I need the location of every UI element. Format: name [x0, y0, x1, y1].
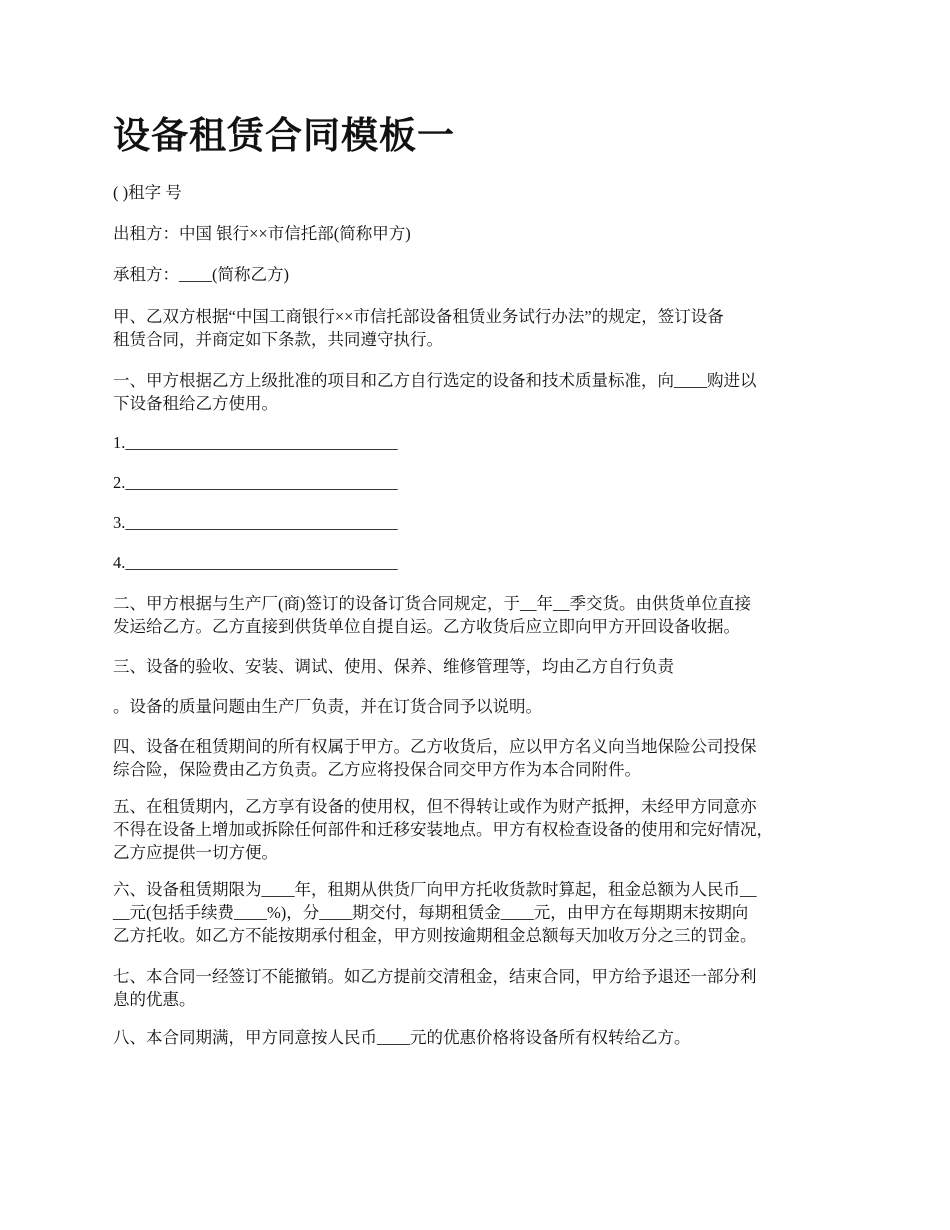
clause-3-paragraph-part-2: 。设备的质量问题由生产厂负责，并在订货合同予以说明。: [113, 697, 542, 716]
equipment-item-2: 2._________________________________: [113, 473, 398, 492]
document-title: 设备租赁合同模板一: [113, 116, 455, 157]
contract-number: ( )租字 号: [113, 183, 182, 202]
equipment-item-1: 1._________________________________: [113, 433, 398, 452]
clause-1-paragraph: 一、甲方根据乙方上级批准的项目和乙方自行选定的设备和技术质量标准，向____购进以 下设备租给乙方使用。: [113, 371, 757, 413]
equipment-item-4: 4._________________________________: [113, 553, 398, 572]
lessee-line: 承租方：____(简称乙方): [113, 265, 289, 284]
clause-6-paragraph: 六、设备租赁期限为____年，租期从供货厂向甲方托收货款时算起，租金总额为人民币__ __元(包括手续费____%)，分____期交付，每期租赁金____元，由甲方在每期期末按期向 乙方托收。如乙方不能按期承付租金，甲方则按逾期租金总额每天加收万分之三的罚金。: [113, 880, 757, 945]
equipment-item-3: 3._________________________________: [113, 513, 398, 532]
clause-4-paragraph: 四、设备在租赁期间的所有权属于甲方。乙方收货后，应以甲方名义向当地保险公司投保 综合险，保险费由乙方负责。乙方应将投保合同交甲方作为本合同附件。: [113, 737, 757, 779]
clause-3-paragraph-part-1: 三、设备的验收、安装、调试、使用、保养、维修管理等，均由乙方自行负责: [113, 657, 674, 676]
clause-5-paragraph: 五、在租赁期内，乙方享有设备的使用权，但不得转让或作为财产抵押，未经甲方同意亦 不得在设备上增加或拆除任何部件和迁移安装地点。甲方有权检查设备的使用和完好情况， 乙方应提供一切方便。: [113, 797, 773, 862]
lessor-line: 出租方：中国 银行××市信托部(简称甲方): [113, 224, 411, 243]
clause-8-paragraph: 八、本合同期满，甲方同意按人民币____元的优惠价格将设备所有权转给乙方。: [113, 1028, 691, 1047]
clause-7-paragraph: 七、本合同一经签订不能撤销。如乙方提前交清租金，结束合同，甲方给予退还一部分利 息的优惠。: [113, 967, 757, 1009]
preamble-paragraph: 甲、乙双方根据“中国工商银行××市信托部设备租赁业务试行办法”的规定，签订设备 租赁合同，并商定如下条款，共同遵守执行。: [113, 307, 724, 349]
clause-2-paragraph: 二、甲方根据与生产厂(商)签订的设备订货合同规定，于__年__季交货。由供货单位直接 发运给乙方。乙方直接到供货单位自提自运。乙方收货后应立即向甲方开回设备收据。: [113, 594, 751, 636]
